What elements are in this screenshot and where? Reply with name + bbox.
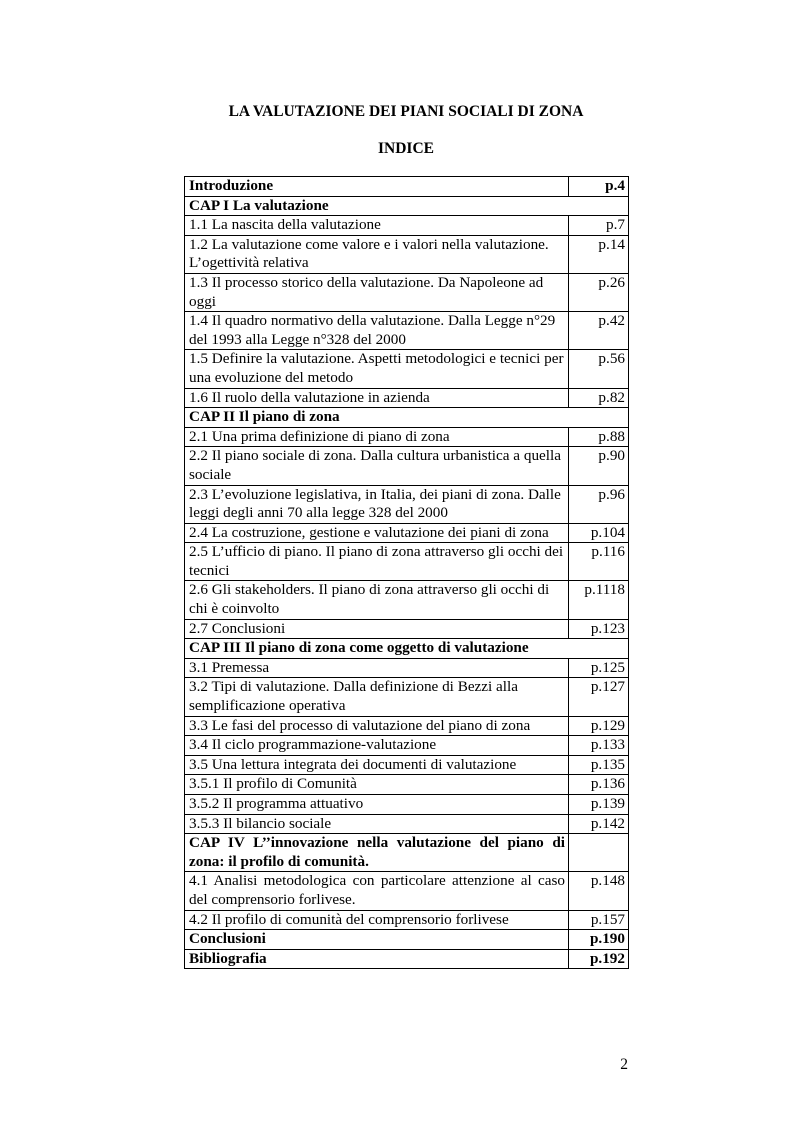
toc-chapter-row — [185, 639, 629, 659]
toc-row — [185, 775, 629, 795]
toc-entry-page: p.90 — [569, 447, 629, 485]
toc-entry-title: CAP III Il piano di zona come oggetto di valutazione — [185, 639, 629, 659]
toc-entry-page: p.190 — [569, 930, 629, 950]
toc-entry-page: p.88 — [569, 427, 629, 447]
toc-entry-page: p.157 — [569, 910, 629, 930]
toc-row — [185, 755, 629, 775]
toc-entry-page: p.192 — [569, 949, 629, 969]
toc-entry-page: p.123 — [569, 619, 629, 639]
toc-row — [185, 581, 629, 619]
toc-row — [185, 388, 629, 408]
toc-entry-page: p.7 — [569, 216, 629, 236]
toc-entry-title: CAP I La valutazione — [185, 196, 629, 216]
toc-chapter-row — [185, 408, 629, 428]
toc-entry-page — [569, 834, 629, 872]
toc-row — [185, 485, 629, 523]
toc-entry-page: p.4 — [569, 177, 629, 197]
toc-entry-title: 4.1 Analisi metodologica con particolare attenzione al caso del comprensorio forlivese. — [185, 872, 569, 910]
toc-entry-title: 2.4 La costruzione, gestione e valutazione dei piani di zona — [185, 523, 569, 543]
toc-row — [185, 523, 629, 543]
toc-entry-title: Bibliografia — [185, 949, 569, 969]
toc-entry-page: p.14 — [569, 235, 629, 273]
toc-entry-page: p.56 — [569, 350, 629, 388]
toc-row — [185, 930, 629, 950]
toc-entry-page: p.133 — [569, 736, 629, 756]
toc-entry-title: 3.5.3 Il bilancio sociale — [185, 814, 569, 834]
toc-entry-page: p.127 — [569, 678, 629, 716]
toc-entry-page: p.104 — [569, 523, 629, 543]
toc-entry-page: p.42 — [569, 312, 629, 350]
table-of-contents — [184, 176, 629, 969]
toc-entry-title: 3.1 Premessa — [185, 658, 569, 678]
toc-row — [185, 658, 629, 678]
toc-entry-title: 1.4 Il quadro normativo della valutazione. Dalla Legge n°29 del 1993 alla Legge n°328 del 2000 — [185, 312, 569, 350]
toc-chapter-row — [185, 196, 629, 216]
toc-entry-page: p.125 — [569, 658, 629, 678]
toc-row — [185, 872, 629, 910]
toc-entry-page: p.82 — [569, 388, 629, 408]
toc-entry-page: p.136 — [569, 775, 629, 795]
toc-entry-title: 3.5.2 Il programma attuativo — [185, 795, 569, 815]
toc-entry-page: p.26 — [569, 273, 629, 311]
toc-entry-title: 2.3 L’evoluzione legislativa, in Italia, dei piani di zona. Dalle leggi degli anni 70 alla legge 328 del 2000 — [185, 485, 569, 523]
toc-row — [185, 619, 629, 639]
toc-entry-page: p.139 — [569, 795, 629, 815]
toc-entry-title: 1.1 La nascita della valutazione — [185, 216, 569, 236]
toc-entry-page: p.135 — [569, 755, 629, 775]
toc-row — [185, 814, 629, 834]
page-number: 2 — [620, 1056, 628, 1073]
toc-row — [185, 447, 629, 485]
toc-entry-title: 3.2 Tipi di valutazione. Dalla definizione di Bezzi alla semplificazione operativa — [185, 678, 569, 716]
document-title: LA VALUTAZIONE DEI PIANI SOCIALI DI ZONA — [228, 103, 584, 120]
toc-row — [185, 678, 629, 716]
toc-row — [185, 350, 629, 388]
toc-entry-page: p.129 — [569, 716, 629, 736]
toc-entry-title: 1.5 Definire la valutazione. Aspetti metodologici e tecnici per una evoluzione del metodo — [185, 350, 569, 388]
index-heading: INDICE — [378, 140, 434, 157]
toc-entry-title: 4.2 Il profilo di comunità del comprensorio forlivese — [185, 910, 569, 930]
toc-entry-title: 2.2 Il piano sociale di zona. Dalla cultura urbanistica a quella sociale — [185, 447, 569, 485]
toc-entry-page: p.96 — [569, 485, 629, 523]
toc-row — [185, 427, 629, 447]
toc-entry-title: 1.6 Il ruolo della valutazione in azienda — [185, 388, 569, 408]
toc-entry-title: 2.5 L’ufficio di piano. Il piano di zona attraverso gli occhi dei tecnici — [185, 543, 569, 581]
toc-entry-title: 3.4 Il ciclo programmazione-valutazione — [185, 736, 569, 756]
toc-entry-title: 2.1 Una prima definizione di piano di zona — [185, 427, 569, 447]
toc-entry-page: p.148 — [569, 872, 629, 910]
toc-row — [185, 736, 629, 756]
toc-row — [185, 273, 629, 311]
toc-entry-page: p.1118 — [569, 581, 629, 619]
toc-entry-title: CAP II Il piano di zona — [185, 408, 629, 428]
toc-entry-page: p.142 — [569, 814, 629, 834]
toc-entry-title: 3.5 Una lettura integrata dei documenti di valutazione — [185, 755, 569, 775]
toc-row — [185, 910, 629, 930]
toc-row — [185, 312, 629, 350]
toc-row — [185, 235, 629, 273]
toc-row — [185, 216, 629, 236]
toc-entry-page: p.116 — [569, 543, 629, 581]
toc-entry-title: CAP IV L’’innovazione nella valutazione del piano di zona: il profilo di comunità. — [185, 834, 569, 872]
toc-row — [185, 716, 629, 736]
toc-row — [185, 543, 629, 581]
toc-entry-title: 1.3 Il processo storico della valutazione. Da Napoleone ad oggi — [185, 273, 569, 311]
toc-row — [185, 177, 629, 197]
toc-entry-title: 1.2 La valutazione come valore e i valori nella valutazione. L’ogettività relativa — [185, 235, 569, 273]
toc-row — [185, 949, 629, 969]
toc-entry-title: Conclusioni — [185, 930, 569, 950]
toc-row — [185, 795, 629, 815]
toc-entry-title: 3.5.1 Il profilo di Comunità — [185, 775, 569, 795]
toc-entry-title: 3.3 Le fasi del processo di valutazione del piano di zona — [185, 716, 569, 736]
toc-entry-title: Introduzione — [185, 177, 569, 197]
toc-row — [185, 834, 629, 872]
toc-entry-title: 2.7 Conclusioni — [185, 619, 569, 639]
toc-entry-title: 2.6 Gli stakeholders. Il piano di zona attraverso gli occhi di chi è coinvolto — [185, 581, 569, 619]
